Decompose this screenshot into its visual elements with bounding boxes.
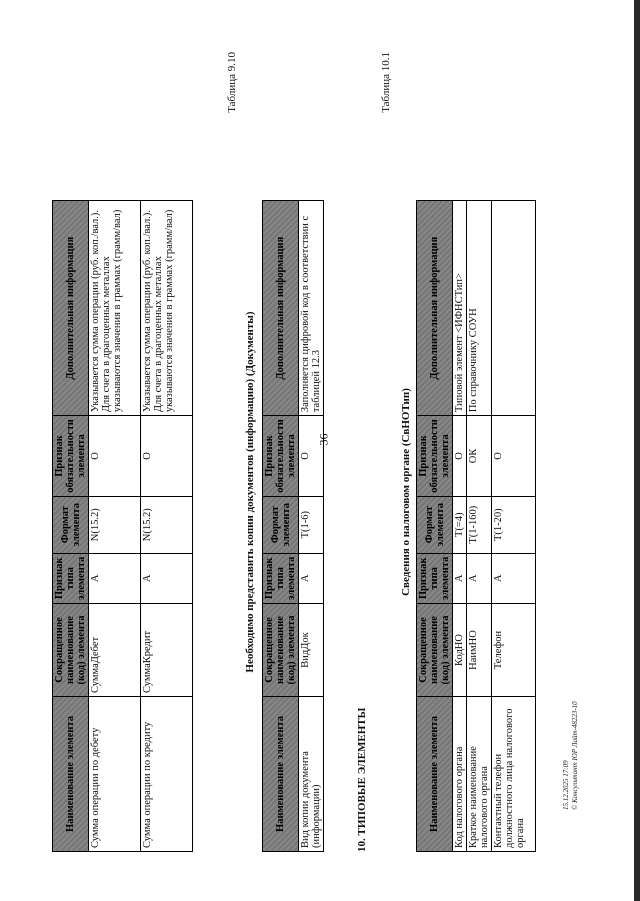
- footer-source: © Консультант ЮР Лайт-48223-10: [571, 701, 579, 810]
- cell-name: Код налогового органа: [453, 697, 467, 852]
- footer-date: 15.12.2025 17:09: [562, 760, 570, 810]
- table-row: [141, 201, 193, 852]
- header-info: Дополнительная информация: [53, 201, 89, 416]
- cell-info: Заполняется цифровой код в соответствии с таблицей 12.3: [299, 201, 324, 416]
- table-row: [453, 201, 467, 852]
- cell-format: T(1-6): [299, 496, 324, 553]
- table-row: [89, 201, 141, 852]
- cell-type: А: [89, 553, 141, 603]
- cell-name: Контактный телефон должностного лица налогового органа: [492, 697, 536, 852]
- cell-name: Сумма операции по дебету: [89, 697, 141, 852]
- header-name: Наименование элемента: [53, 697, 89, 852]
- cell-info: Указывается сумма операции (руб. коп./вал.). Для счета в драгоценных металлах указываются значения в граммах (грамм/вал): [89, 201, 141, 416]
- header-info: Дополнительная информация: [417, 201, 453, 416]
- cell-required: О: [453, 416, 467, 497]
- table-title: Необходимо представить копии документов (информацию) (Документы): [244, 311, 256, 673]
- header-type: Признак типа элемента: [53, 553, 89, 603]
- header-format: Формат элемента: [263, 496, 299, 553]
- cell-code: СуммаКредит: [141, 604, 193, 697]
- cell-format: T(1-160): [467, 496, 492, 553]
- cell-format: T(=4): [453, 496, 467, 553]
- cell-info: [492, 201, 536, 416]
- cell-required: О: [89, 416, 141, 497]
- cell-required: О: [141, 416, 193, 497]
- cell-code: СуммаДебет: [89, 604, 141, 697]
- header-required: Признак обязательности элемента: [417, 416, 453, 497]
- cell-type: А: [299, 553, 324, 603]
- header-required: Признак обязательности элемента: [263, 416, 299, 497]
- cell-required: О: [299, 416, 324, 497]
- footer-stamp: [562, 701, 580, 810]
- header-name: Наименование элемента: [417, 697, 453, 852]
- header-type: Признак типа элемента: [263, 553, 299, 603]
- cell-name: Краткое наименование налогового органа: [467, 697, 492, 852]
- table-9-9-continuation: [52, 200, 193, 852]
- page-number: 36: [316, 433, 331, 446]
- header-format: Формат элемента: [417, 496, 453, 553]
- header-code: Сокращенное наименование (код) элемента: [263, 604, 299, 697]
- cell-format: N(15.2): [141, 496, 193, 553]
- cell-type: А: [453, 553, 467, 603]
- cell-format: N(15.2): [89, 496, 141, 553]
- header-type: Признак типа элемента: [417, 553, 453, 603]
- header-name: Наименование элемента: [263, 697, 299, 852]
- cell-info: По справочнику СОУН: [467, 201, 492, 416]
- table-header-row: [417, 201, 453, 852]
- cell-code: КодНО: [453, 604, 467, 697]
- table-row: [299, 201, 324, 852]
- table-header-row: [53, 201, 89, 852]
- cell-info: Типовой элемент <ИФНСТип>: [453, 201, 467, 416]
- table-caption: Таблица 9.10: [226, 52, 238, 113]
- header-code: Сокращенное наименование (код) элемента: [53, 604, 89, 697]
- cell-required: О: [492, 416, 536, 497]
- rotated-page-content: [50, 42, 560, 852]
- cell-name: Сумма операции по кредиту: [141, 697, 193, 852]
- cell-type: А: [467, 553, 492, 603]
- section-title: 10. ТИПОВЫЕ ЭЛЕМЕНТЫ: [356, 707, 368, 852]
- cell-code: ВидДок: [299, 604, 324, 697]
- cell-info: Указывается сумма операции (руб. коп./вал.). Для счета в драгоценных металлах указываются значения в граммах (грамм/вал): [141, 201, 193, 416]
- cell-format: T(1-20): [492, 496, 536, 553]
- table-title: Сведения о налоговом органе (СвНОТип): [400, 388, 412, 596]
- scan-edge: [634, 0, 640, 901]
- table-row: [492, 201, 536, 852]
- cell-name: Вид копии документа (информации): [299, 697, 324, 852]
- header-code: Сокращенное наименование (код) элемента: [417, 604, 453, 697]
- cell-code: НаимНО: [467, 604, 492, 697]
- cell-type: А: [141, 553, 193, 603]
- table-9-10: [262, 200, 324, 852]
- table-header-row: [263, 201, 299, 852]
- table-caption: Таблица 10.1: [380, 52, 392, 113]
- header-required: Признак обязательности элемента: [53, 416, 89, 497]
- header-format: Формат элемента: [53, 496, 89, 553]
- cell-type: А: [492, 553, 536, 603]
- table-row: [467, 201, 492, 852]
- header-info: Дополнительная информация: [263, 201, 299, 416]
- table-10-1: [416, 200, 536, 852]
- cell-code: Телефон: [492, 604, 536, 697]
- cell-required: ОК: [467, 416, 492, 497]
